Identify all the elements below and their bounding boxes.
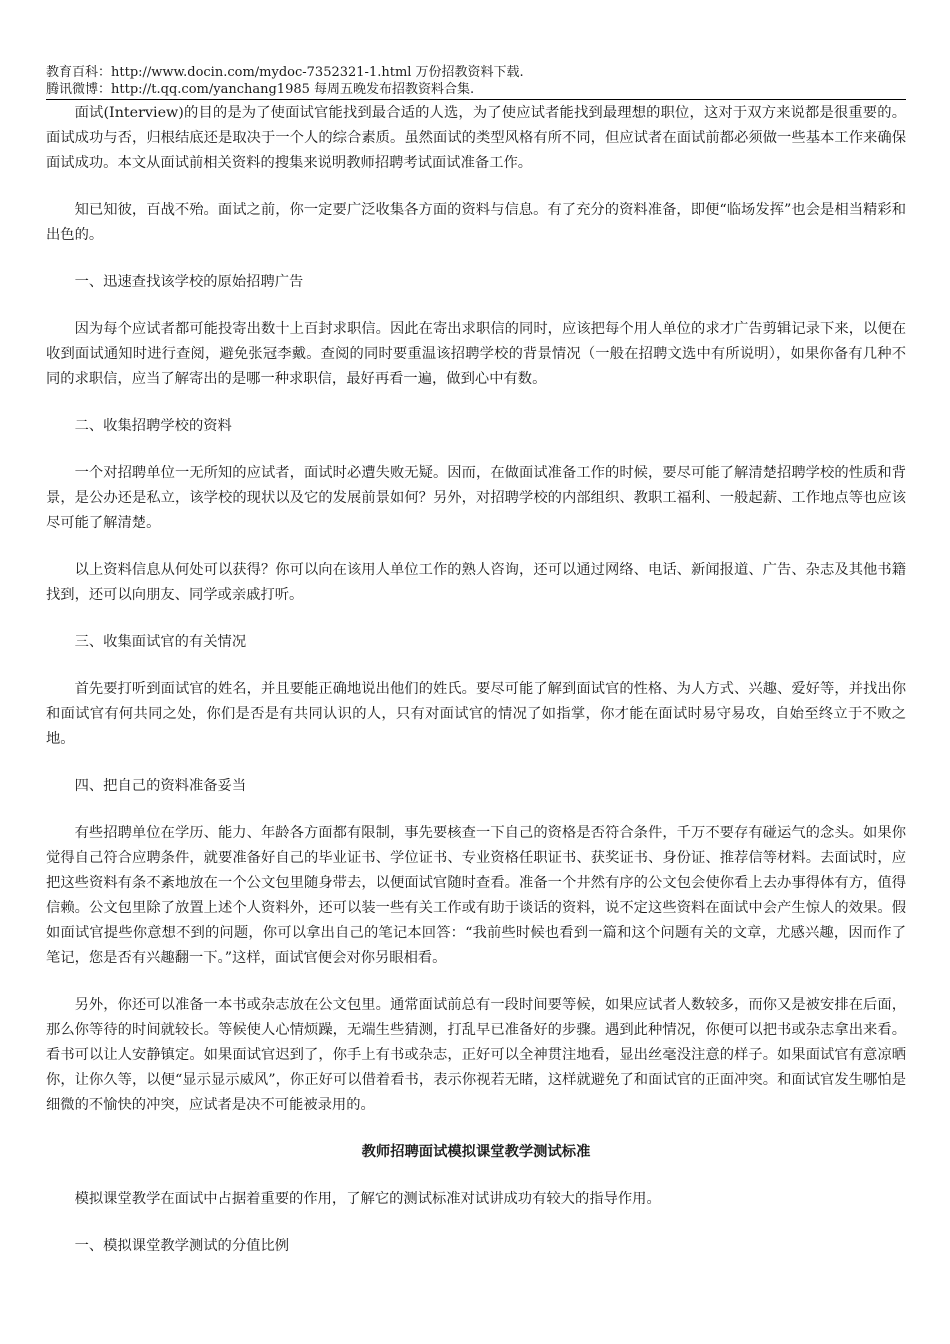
document-body [46,101,906,1259]
paragraph-materials: 有些招聘单位在学历、能力、年龄各方面都有限制，事先要核查一下自己的资格是否符合条件，千万不要存有碰运气的念头。如果你觉得自己符合应聘条件，就要准备好自己的毕业证书、学位证书、专业资格任职证书、获奖证书、身份证、推荐信等材料。去面试时，应把这些资料有条不紊地放在一个公文包里随身带去，以便面试官随时查看。准备一个井然有序的公文包会使你看上去办事得体有方，值得信赖。公文包里除了放置上述个人资料外，还可以装一些有关工作或有助于谈话的资料，说不定这些资料在面试中会产生惊人的效果。假如面试官提些你意想不到的问题，你可以拿出自己的笔记本回答：“我前些时候也看到一篇和这个问题有关的文章，尤感兴趣，因而作了笔记，您是否有兴趣翻一下。”这样，面试官便会对你另眼相看。 [46,825,906,966]
paragraph-info-sources: 以上资料信息从何处可以获得？你可以向在该用人单位工作的熟人咨询，还可以通过网络、电话、新闻报道、广告、杂志及其他书籍找到，还可以向朋友、同学或亲戚打听。 [46,562,906,603]
section-heading-2: 二、收集招聘学校的资料 [74,418,232,434]
paragraph-mock-teaching: 模拟课堂教学在面试中占据着重要的作用，了解它的测试标准对试讲成功有较大的指导作用。 [74,1191,661,1207]
section-title: 教师招聘面试模拟课堂教学测试标准 [361,1144,591,1160]
header-divider [46,99,906,100]
document-page [46,64,906,1259]
paragraph-waiting: 另外，你还可以准备一本书或杂志放在公文包里。通常面试前总有一段时间要等候，如果应试者人数较多，而你又是被安排在后面，那么你等待的时间就较长。等候使人心情烦躁，无端生些猜测，打乱早已准备好的步骤。遇到此种情况，你便可以把书或杂志拿出来看。看书可以让人安静镇定。如果面试官迟到了，你手上有书或杂志，正好可以全神贯注地看，显出丝毫没注意的样子。如果面试官有意凉晒你，让你久等，以便“显示显示威风”，你正好可以借着看书，表示你视若无睹，这样就避免了和面试官的正面冲突。和面试官发生哪怕是细微的不愉快的冲突，应试者是决不可能被录用的。 [46,997,906,1113]
paragraph-ads: 因为每个应试者都可能投寄出数十上百封求职信。因此在寄出求职信的同时，应该把每个用人单位的求才广告剪辑记录下来，以便在收到面试通知时进行查阅，避免张冠李戴。查阅的同时要重温该招聘学校的背景情况（一般在招聘文选中有所说明），如果你备有几种不同的求职信，应当了解寄出的是哪一种求职信，最好再看一遍，做到心中有数。 [46,321,906,387]
paragraph-interviewer: 首先要打听到面试官的姓名，并且要能正确地说出他们的姓氏。要尽可能了解到面试官的性格、为人方式、兴趣、爱好等，并找出你和面试官有何共同之处，你们是否是有共同认识的人，只有对面试官的情况了如指掌，你才能在面试时易守易攻，自始至终立于不败之地。 [46,681,906,747]
paragraph-intro: 面试(Interview)的目的是为了使面试官能找到最合适的人选，为了使应试者能找到最理想的职位，这对于双方来说都是很重要的。面试成功与否，归根结底还是取决于一个人的综合素质。虽然面试的类型风格有所不同，但应试者在面试前都必须做一些基本工作来确保面试成功。本文从面试前相关资料的搜集来说明教师招聘考试面试准备工作。 [46,105,906,171]
header-line-1: 教育百科：http://www.docin.com/mydoc-7352321-1.html 万份招教资料下载. [46,65,524,80]
section-heading-1: 一、迅速查找该学校的原始招聘广告 [74,274,304,290]
paragraph-know-yourself: 知已知彼，百战不殆。面试之前，你一定要广泛收集各方面的资料与信息。有了充分的资料准备，即便“临场发挥”也会是相当精彩和出色的。 [46,202,906,243]
section-heading-score-ratio: 一、模拟课堂教学测试的分值比例 [74,1238,290,1254]
header-line-2: 腾讯微博：http://t.qq.com/yanchang1985 每周五晚发布招教资料合集. [46,82,475,97]
section-heading-4: 四、把自己的资料准备妥当 [74,778,247,794]
paragraph-school-info: 一个对招聘单位一无所知的应试者，面试时必遭失败无疑。因而，在做面试准备工作的时候，要尽可能了解清楚招聘学校的性质和背景，是公办还是私立，该学校的现状以及它的发展前景如何？另外，对招聘学校的内部组织、教职工福利、一般起薪、工作地点等也应该尽可能了解清楚。 [46,465,906,531]
section-heading-3: 三、收集面试官的有关情况 [74,634,247,650]
page-header [46,64,906,100]
